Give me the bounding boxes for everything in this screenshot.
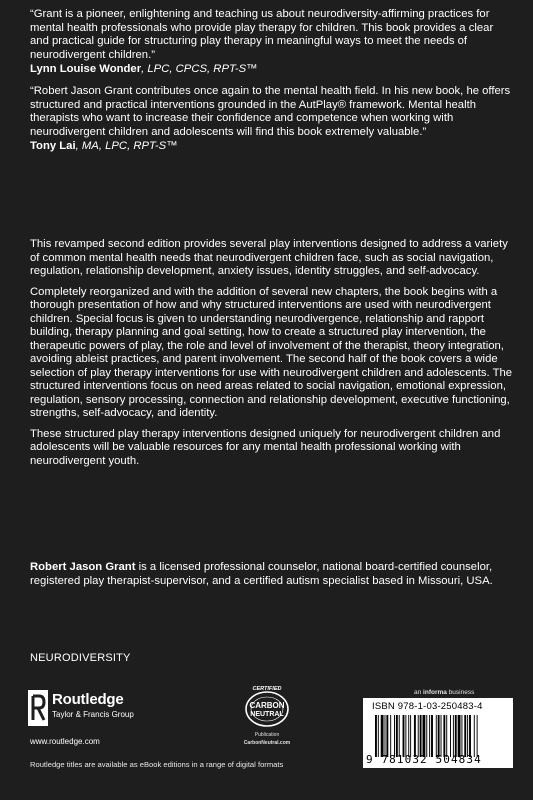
endorser-credentials: , LPC, CPCS, RPT-S™ (141, 63, 258, 76)
endorser-name: Lynn Louise Wonder (30, 63, 142, 76)
barcode-digits: 9 781032 504834 (366, 753, 482, 766)
subject-category: NEURODIVERSITY (30, 652, 131, 664)
barcode-bars (375, 715, 503, 757)
badge-publication: Publication (254, 732, 280, 738)
endorsements (30, 8, 512, 154)
informa-brand: informa (423, 689, 447, 696)
badge-url: CarbonNeutral.com (243, 740, 291, 746)
endorsement-quote: “Grant is a pioneer, enlightening and teaching us about neurodiversity-affirming practices for mental health professionals who provide play therapy for children. This book provides a clear and practical guide for structuring play therapy in meaningful ways to meet the needs of neurodivergent children.” (30, 8, 494, 61)
endorser-name: Tony Lai (30, 140, 76, 153)
endorsement (30, 8, 512, 77)
routledge-r-icon (28, 690, 48, 726)
informa-tagline (414, 689, 474, 696)
endorsement-attribution (30, 63, 512, 77)
badge-carbon: CARBON (249, 701, 285, 710)
carbon-neutral-badge (232, 683, 302, 751)
informa-prefix: an (414, 689, 424, 696)
endorsement (30, 85, 512, 154)
informa-suffix: business (446, 689, 475, 696)
author-bio (30, 561, 514, 588)
endorsement-quote: “Robert Jason Grant contributes once again to the mental health field. In his new book, he offers structured and practical interventions grounded in the AutPlay® framework. Mental health therapists who want to increase their confidence and competence when working with neurodivergent children and adolescents will find this book extremely valuable.” (30, 84, 511, 138)
description-paragraph: Completely reorganized and with the addition of several new chapters, the book begins with a thorough presentation of how and why structured interventions are used with neurodivergent children. Special focus is given to understanding neurodivergence, relationship and rapport building, therapy planning and goal setting, how to create a structured play intervention, the therapeutic powers of play, the role and level of involvement of the therapist, theory integration, avoiding ableist practices, and parent involvement. The second half of the book covers a wide selection of play therapy interventions for use with neurodivergent children and adolescents. The structured interventions focus on need areas related to social navigation, emotional expression, regulation, sensory processing, connection and relationship development, executive functioning, strengths, self-advocacy, and identity. (30, 285, 513, 419)
ebook-note: Routledge titles are available as eBook editions in a range of digital formats (30, 760, 284, 769)
author-bio-text: is a licensed professional counselor, national board-certified counselor, registered play therapist-supervisor, and a certified autism specialist based in Missouri, USA. (30, 561, 493, 587)
publisher-website: www.routledge.com (30, 737, 100, 746)
carbon-neutral-icon (232, 683, 302, 733)
badge-neutral: NEUTRAL (250, 711, 284, 718)
endorser-credentials: , MA, LPC, RPT-S™ (75, 140, 178, 153)
description-paragraph: These structured play therapy interventions designed uniquely for neurodivergent children and adolescents will be valuable resources for any mental health professional working with neurodivergent youth. (30, 427, 501, 467)
author-name: Robert Jason Grant (30, 561, 136, 573)
book-description (30, 238, 514, 475)
description-paragraph: This revamped second edition provides several play interventions designed to address a variety of common mental health needs that neurodivergent children face, such as social navigation, regulation, relationship development, anxiety issues, identity struggles, and self-advocacy. (30, 238, 508, 277)
isbn-label: ISBN 978-1-03-250483-4 (372, 701, 483, 712)
badge-certified: CERTIFIED (252, 686, 282, 692)
publisher-group: Taylor & Francis Group (52, 710, 134, 719)
endorsement-attribution (30, 140, 512, 154)
publisher-logo (28, 690, 158, 730)
isbn-barcode (363, 698, 513, 768)
publisher-name: Routledge (52, 691, 124, 708)
